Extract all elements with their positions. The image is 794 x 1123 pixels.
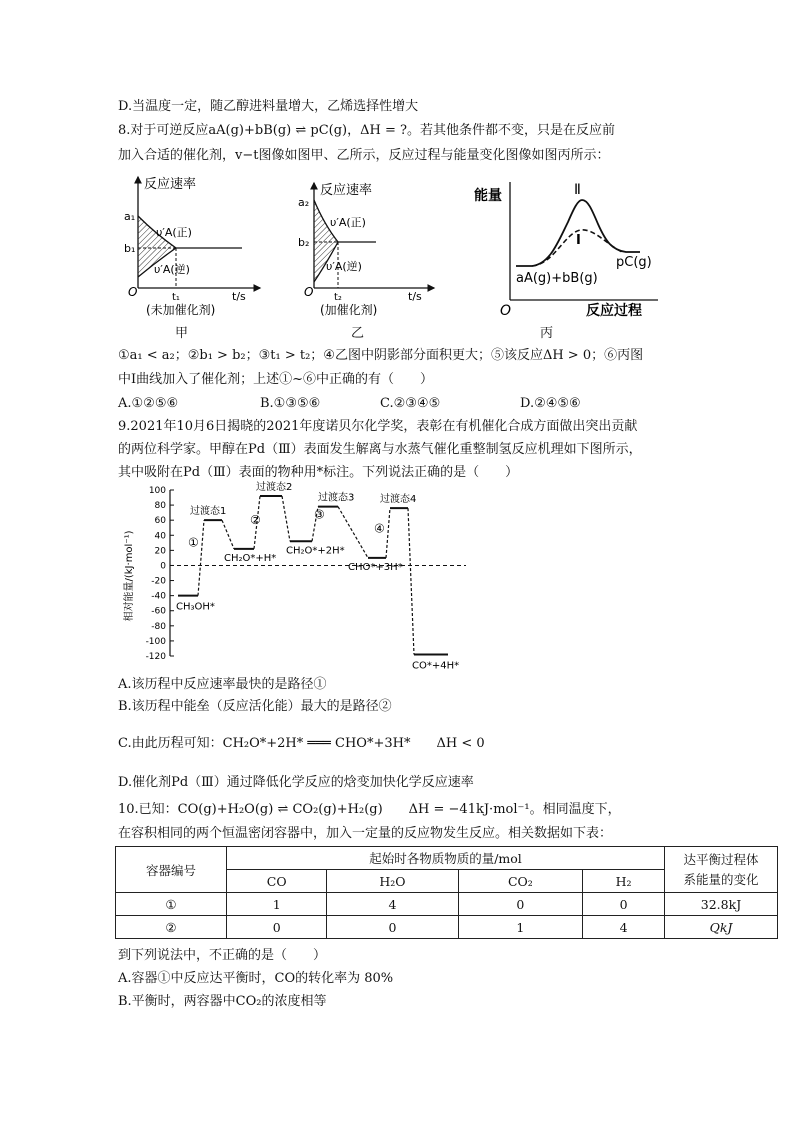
fig9-ts3: 过渡态3 <box>318 492 355 504</box>
table-row <box>116 893 778 916</box>
bing-reactants: aA(g)+bB(g) <box>516 271 598 286</box>
row2-co2: 1 <box>458 916 583 939</box>
row2-h2: 4 <box>583 916 665 939</box>
q10-stem-1: 10.已知：CO(g)+H₂O(g) ⇌ CO₂(g)+H₂(g) ΔH = −41kJ·mol⁻¹。相同温度下， <box>118 802 621 817</box>
q9-option-a: A.该历程中反应速率最快的是路径① <box>118 677 327 692</box>
fig9-path4: ④ <box>374 521 385 536</box>
q9-option-b: B.该历程中能垒（反应活化能）最大的是路径② <box>118 699 392 714</box>
fig9-species-co-4h: CO*+4H* <box>412 660 460 670</box>
fig9-path1: ① <box>188 535 199 550</box>
yi-note: (加催化剂) <box>320 303 378 317</box>
q8-option-b: B.①③⑤⑥ <box>260 396 321 411</box>
q9-stem-1: 9.2021年10月6日揭晓的2021年度诺贝尔化学奖，表彰在有机催化合成方面做出突出贡献 <box>118 419 638 434</box>
q9-option-c: C.由此历程可知：CH₂O*+2H* ═══ CHO*+3H* ΔH < 0 <box>118 736 485 751</box>
fig9-ytick-label: 40 <box>154 531 166 542</box>
jia-ylabel: 反应速率 <box>144 177 197 192</box>
q8-stem-1: 8.对于可逆反应aA(g)+bB(g) ⇌ pC(g)，ΔH = ?。若其他条件都不变，只是在反应前 <box>118 123 615 138</box>
q8-conditions-1: ①a₁ < a₂；②b₁ > b₂；③t₁ > t₂；④乙图中阴影部分面积更大；⑤该反应ΔH > 0；⑥丙图 <box>118 348 644 363</box>
fig9-ytick-label: 60 <box>154 516 166 527</box>
th-energy-line1: 达平衡过程体 <box>683 851 759 867</box>
fig9-ts1: 过渡态1 <box>190 506 227 518</box>
bing-peak2: Ⅱ <box>574 182 581 198</box>
fig9-path3: ③ <box>314 507 325 522</box>
yi-x: t/s <box>408 290 422 303</box>
fig9-species-ch3oh: CH₃OH* <box>176 601 215 613</box>
row1-energy: 32.8kJ <box>665 893 778 916</box>
jia-x: t/s <box>232 290 246 303</box>
yi-fwd: υ′A(正) <box>330 216 366 229</box>
yi-t: t₂ <box>334 292 342 303</box>
row1-h2o: 4 <box>327 893 458 916</box>
fig9-connector-7 <box>408 508 414 654</box>
q7-option-d: D.当温度一定，随乙醇进料量增大，乙烯选择性增大 <box>118 99 419 114</box>
fig9-ytick-label: -80 <box>151 621 166 632</box>
fig9-ytick-label: -20 <box>151 576 166 587</box>
row1-h2: 0 <box>583 893 665 916</box>
th-h2: H₂ <box>583 870 665 893</box>
fig9-connector-0 <box>198 520 204 595</box>
row2-h2o: 0 <box>327 916 458 939</box>
fig9-ytick-label: 80 <box>154 501 166 512</box>
yi-rev: υ′A(逆) <box>326 260 362 273</box>
bing-x: 反应过程 <box>586 303 642 319</box>
q10-option-b: B.平衡时，两容器中CO₂的浓度相等 <box>118 994 327 1009</box>
fig9-species-cho-3h: CHO*+3H* <box>348 561 403 573</box>
fig9-connector-1 <box>222 520 234 549</box>
bing-origin: O <box>500 303 512 319</box>
jia-fwd: υ′A(正) <box>156 226 192 239</box>
figure-yi <box>296 178 446 320</box>
fig9-ts2: 过渡态2 <box>256 482 293 494</box>
table-row <box>116 916 778 939</box>
q8-option-d: D.②④⑤⑥ <box>520 396 581 411</box>
jia-t: t₁ <box>172 292 180 303</box>
fig9-ytick-label: -100 <box>145 636 166 647</box>
row1-co2: 0 <box>458 893 583 916</box>
th-container-id: 容器编号 <box>116 847 227 893</box>
caption-jia: 甲 <box>175 326 189 341</box>
fig9-ytick-label: -120 <box>145 652 166 662</box>
energy-profile-chart <box>118 480 478 670</box>
th-h2o: H₂O <box>327 870 458 893</box>
row1-id: ① <box>116 893 227 916</box>
jia-note: (未加催化剂) <box>146 303 216 317</box>
jia-a: a₁ <box>124 210 136 223</box>
row2-id: ② <box>116 916 227 939</box>
th-start-amounts: 起始时各物质物质的量/mol <box>227 847 665 870</box>
q9-stem-2: 的两位科学家。甲醇在Pd（Ⅲ）表面发生解离与水蒸气催化重整制氢反应机理如下图所示， <box>118 442 642 457</box>
yi-a: a₂ <box>298 196 310 209</box>
q8-stem-2: 加入合适的催化剂，v−t图像如图甲、乙所示，反应过程与能量变化图像如图丙所示： <box>118 148 610 163</box>
th-co2: CO₂ <box>458 870 583 893</box>
figure-jia <box>120 172 270 322</box>
th-energy-change <box>665 847 778 893</box>
caption-bing: 丙 <box>540 326 554 341</box>
bing-products: pC(g) <box>616 255 652 270</box>
fig9-connector-6 <box>386 508 390 558</box>
yi-origin: O <box>304 285 314 299</box>
q8-option-a: A.①②⑤⑥ <box>118 396 179 411</box>
th-energy-line2: 系能量的变化 <box>683 871 759 887</box>
fig9-ts4: 过渡态4 <box>380 494 417 506</box>
caption-yi: 乙 <box>351 326 365 341</box>
q10-data-table <box>115 846 778 939</box>
fig9-ytick-label: 20 <box>154 546 166 557</box>
q9-stem-3: 其中吸附在Pd（Ⅲ）表面的物种用*标注。下列说法正确的是（ ） <box>118 465 519 480</box>
jia-origin: O <box>128 285 138 299</box>
bing-ylabel: 能量 <box>474 188 502 204</box>
row2-co: 0 <box>227 916 327 939</box>
fig9-ylabel: 相对能量/(kJ·mol⁻¹) <box>124 530 135 622</box>
yi-b: b₂ <box>298 236 310 249</box>
q9-option-d: D.催化剂Pd（Ⅲ）通过降低化学反应的焓变加快化学反应速率 <box>118 775 474 790</box>
fig9-ytick-label: -40 <box>151 591 166 602</box>
jia-b: b₁ <box>124 242 136 255</box>
row2-energy: QkJ <box>665 916 778 939</box>
jia-rev: υ′A(逆) <box>154 263 190 276</box>
fig9-ytick-label: 100 <box>148 486 166 496</box>
fig9-species-ch2o-2h: CH₂O*+2H* <box>286 545 345 557</box>
bing-peak1: Ⅰ <box>576 233 581 248</box>
th-co: CO <box>227 870 327 893</box>
row1-co: 1 <box>227 893 327 916</box>
q8-option-c: C.②③④⑤ <box>380 396 441 411</box>
q8-conditions-2: 中Ⅰ曲线加入了催化剂；上述①~⑥中正确的有（ ） <box>118 372 434 387</box>
figure-bing <box>470 172 670 320</box>
fig9-ytick-label: -60 <box>151 606 166 617</box>
q10-option-a: A.容器①中反应达平衡时，CO的转化率为 80% <box>118 971 394 986</box>
yi-ylabel: 反应速率 <box>320 183 373 198</box>
fig9-species-ch2o-h: CH₂O*+H* <box>224 552 277 564</box>
q10-stem-2: 在容积相同的两个恒温密闭容器中，加入一定量的反应物发生反应。相关数据如下表： <box>118 826 613 841</box>
fig9-ytick-label: 0 <box>160 561 166 572</box>
fig9-connector-3 <box>282 496 290 541</box>
q10-question: 到下列说法中，不正确的是（ ） <box>118 948 327 963</box>
fig9-path2: ② <box>250 512 261 527</box>
